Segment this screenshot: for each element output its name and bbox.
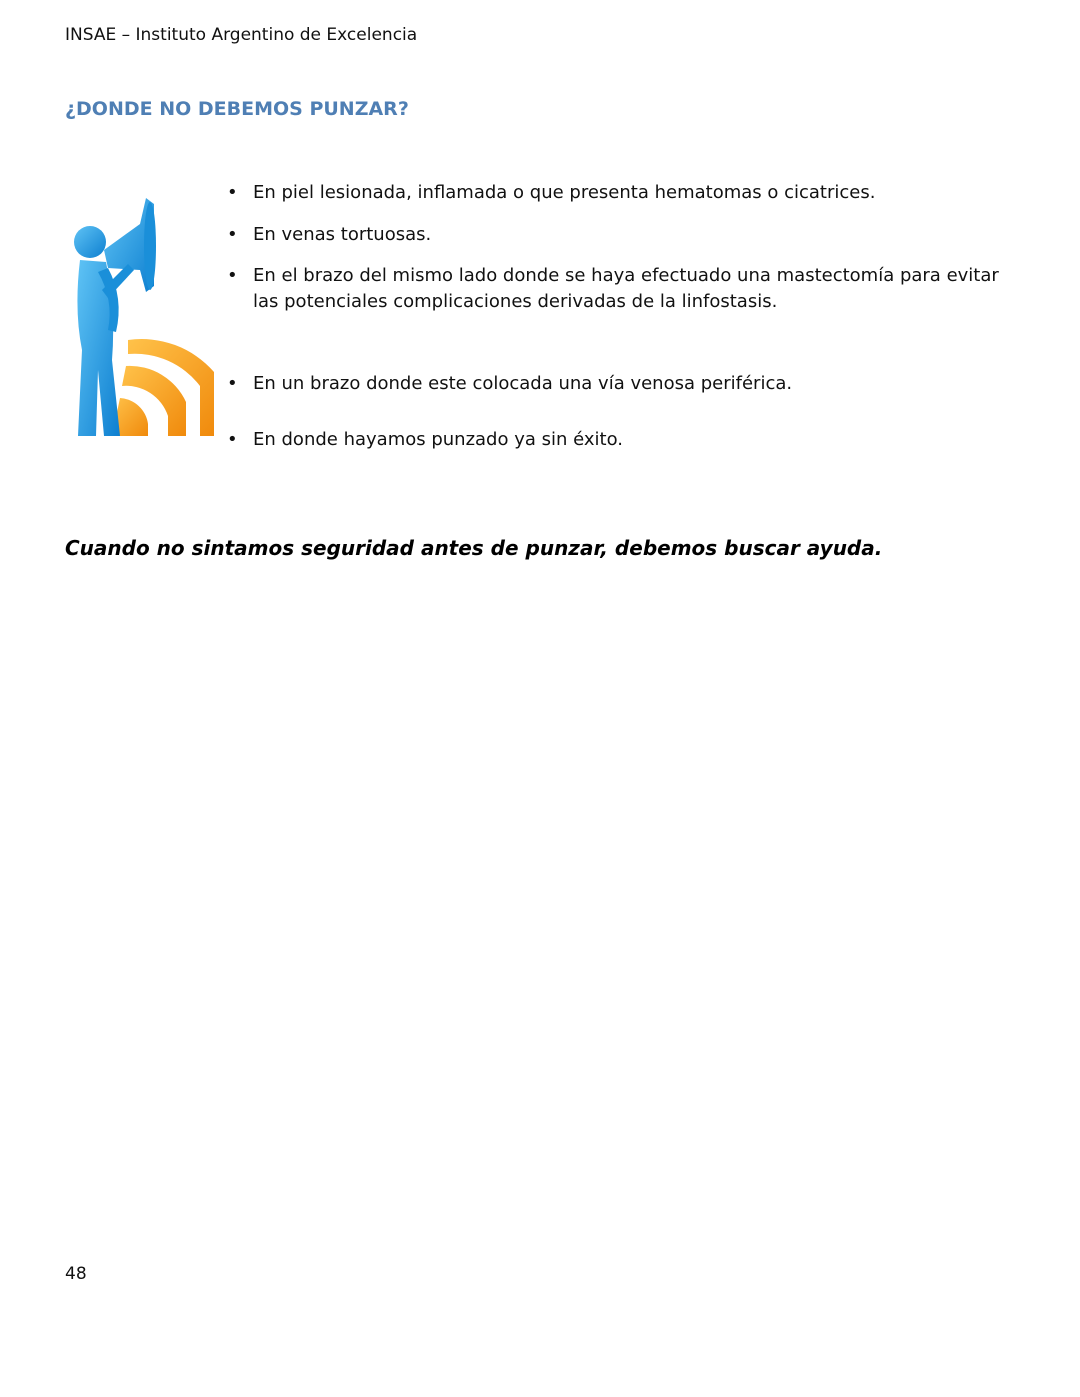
- bullet-dot-icon: •: [227, 373, 238, 394]
- list-item-text: En donde hayamos punzado ya sin éxito.: [253, 429, 624, 450]
- page-header: INSAE – Instituto Argentino de Excelencia: [65, 25, 418, 45]
- list-item-text: En un brazo donde este colocada una vía venosa periférica.: [253, 373, 793, 394]
- bullet-dot-icon: •: [227, 224, 238, 245]
- closing-statement: Cuando no sintamos seguridad antes de punzar, debemos buscar ayuda.: [65, 536, 883, 560]
- megaphone-figure-icon: [68, 190, 214, 436]
- list-item: [227, 180, 1017, 206]
- page-number: 48: [65, 1264, 87, 1284]
- list-item-text: En el brazo del mismo lado donde se haya efectuado una mastectomía para evitar las potenciales complicaciones derivadas de la linfostasis.: [253, 265, 999, 312]
- list-item: [227, 263, 1017, 315]
- bullet-dot-icon: •: [227, 429, 238, 450]
- list-item-text: En venas tortuosas.: [253, 224, 432, 245]
- list-item-text: En piel lesionada, inflamada o que presenta hematomas o cicatrices.: [253, 182, 876, 203]
- section-title: ¿DONDE NO DEBEMOS PUNZAR?: [65, 98, 409, 120]
- bullet-dot-icon: •: [227, 182, 238, 203]
- bullet-dot-icon: •: [227, 265, 238, 286]
- list-item: [227, 222, 1017, 248]
- list-item: [227, 371, 1017, 397]
- list-item: [227, 427, 1017, 453]
